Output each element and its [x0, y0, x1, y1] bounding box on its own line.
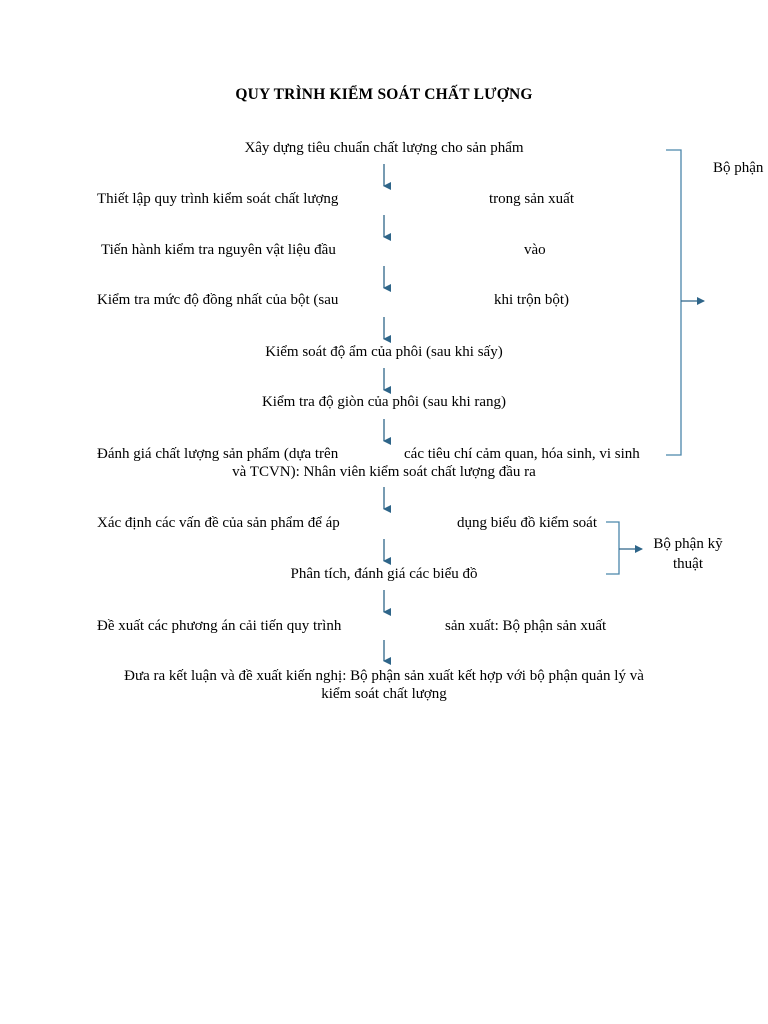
step-11-text-line1: Đưa ra kết luận và đề xuất kiến nghị: Bộ phận sản xuất kết hợp với bộ phận quản lý và — [124, 668, 644, 684]
step-11-text-line2: kiểm soát chất lượng — [321, 686, 447, 702]
technical-dept-label-line2: thuật — [673, 556, 703, 572]
step-3-text-right: vào — [524, 242, 546, 258]
technical-dept-label-line1: Bộ phận kỹ — [653, 536, 723, 552]
step-6-text: Kiểm tra độ giòn của phôi (sau khi rang) — [261, 394, 507, 410]
technical-dept-bracket — [606, 522, 619, 574]
step-5-text: Kiểm soát độ ẩm của phôi (sau khi sấy) — [265, 344, 503, 360]
step-9-text: Phân tích, đánh giá các biểu đồ — [290, 566, 478, 582]
step-1-text: Xây dựng tiêu chuẩn chất lượng cho sản phẩm — [244, 140, 524, 156]
step-8-text-right: dụng biểu đồ kiểm soát — [457, 515, 597, 531]
step-2-text-right: trong sản xuất — [489, 191, 574, 207]
step-10-text-left: Đề xuất các phương án cải tiến quy trình — [97, 618, 342, 634]
page-title: QUY TRÌNH KIỂM SOÁT CHẤT LƯỢNG — [235, 86, 533, 103]
step-7-text-left: Đánh giá chất lượng sản phẩm (dựa trên — [97, 446, 339, 462]
step-7-text-line2: và TCVN): Nhân viên kiểm soát chất lượng đầu ra — [232, 464, 536, 480]
step-7-text-right: các tiêu chí cảm quan, hóa sinh, vi sinh — [404, 446, 640, 462]
step-2-text-left: Thiết lập quy trình kiểm soát chất lượng — [97, 191, 339, 207]
step-8-text-left: Xác định các vấn đề của sản phẩm để áp — [97, 515, 340, 531]
step-4-text-left: Kiểm tra mức độ đồng nhất của bột (sau — [97, 292, 339, 308]
step-10-text-right: sản xuất: Bộ phận sản xuất — [445, 618, 607, 634]
quality-dept-label: Bộ phận — [713, 160, 764, 176]
step-3-text-left: Tiến hành kiểm tra nguyên vật liệu đầu — [101, 242, 336, 258]
step-4-text-right: khi trộn bột) — [494, 292, 569, 308]
quality-dept-bracket — [666, 150, 681, 455]
